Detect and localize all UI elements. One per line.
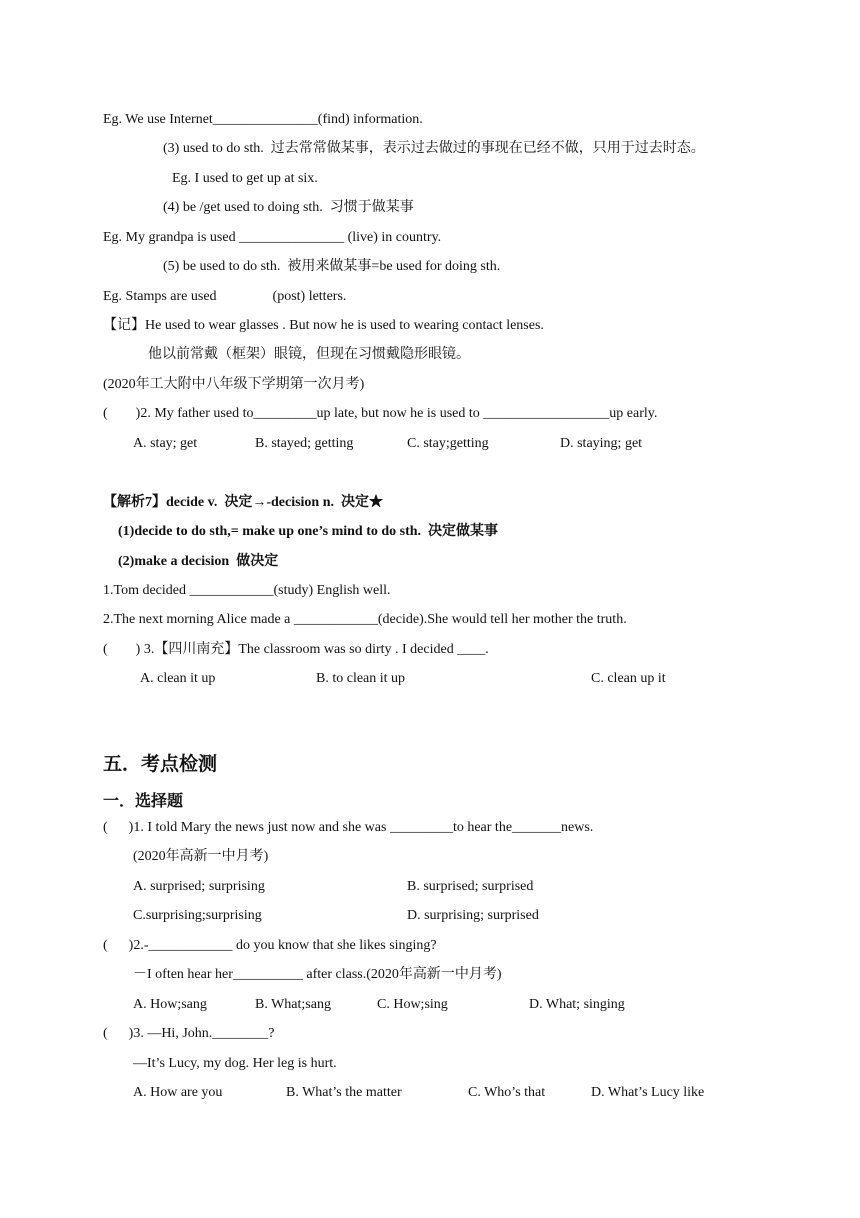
option: B. stayed; getting [255,436,354,451]
question-line: ( )2. My father used to_________up late, but now he is used to __________________up early. [103,406,658,421]
example-line: Eg. We use Internet_______________(find) information. [103,112,423,127]
option: A. stay; get [133,436,198,451]
question-line: —It’s Lucy, my dog. Her leg is hurt. [133,1056,337,1071]
question-line: ( )3. —Hi, John.________? [103,1026,275,1041]
analysis-point: (2)make a decision 做决定 [118,554,279,569]
source-note: (2020年工大附中八年级下学期第一次月考) [103,377,365,392]
option: B. What’s the matter [286,1085,402,1100]
memo-translation: 他以前常戴（框架）眼镜，但现在习惯戴隐形眼镜。 [148,347,470,362]
option: B. surprised; surprised [407,879,534,894]
example-line: Eg. I used to get up at six. [172,171,318,186]
option: D. What; singing [529,997,625,1012]
analysis-point: (1)decide to do sth,= make up one’s mind to do sth. 决定做某事 [118,524,499,539]
option: C. How;sing [377,997,448,1012]
example-line: Eg. Stamps are used (post) letters. [103,289,347,304]
option: A. How;sang [133,997,207,1012]
usage-line: (5) be used to do sth. 被用来做某事=be used for doing sth. [163,259,501,274]
section-heading: 五．考点检测 [103,754,218,775]
exercise-line: 1.Tom decided ____________(study) English well. [103,583,391,598]
option: C.surprising;surprising [133,908,262,923]
option: C. Who’s that [468,1085,546,1100]
source-note: (2020年高新一中月考) [133,849,269,864]
option: D. staying; get [560,436,643,451]
exercise-line: 2.The next morning Alice made a ____________(decide).She would tell her mother the truth. [103,612,627,627]
example-line: Eg. My grandpa is used _______________ (live) in country. [103,230,442,245]
subsection-heading: 一．选择题 [103,793,184,810]
question-line: ( )2.-____________ do you know that she likes singing? [103,938,437,953]
option: A. surprised; surprising [133,879,265,894]
memo-line: 【记】He used to wear glasses . But now he is used to wearing contact lenses. [103,318,544,333]
option: D. What’s Lucy like [591,1085,705,1100]
option: C. clean up it [591,671,666,686]
question-line: ( )1. I told Mary the news just now and she was _________to hear the_______news. [103,820,594,835]
usage-line: (4) be /get used to doing sth. 习惯于做某事 [163,200,414,215]
option: B. What;sang [255,997,331,1012]
analysis-title: 【解析7】decide v. 决定→-decision n. 决定★ [103,495,384,510]
option: A. How are you [133,1085,223,1100]
usage-line: (3) used to do sth. 过去常常做某事，表示过去做过的事现在已经不做，只用于过去时态。 [163,141,705,156]
option: A. clean it up [140,671,216,686]
question-line: －I often hear her__________ after class.(2020年高新一中月考) [133,967,502,982]
option: D. surprising; surprised [407,908,539,923]
option: C. stay;getting [407,436,489,451]
question-line: ( ) 3.【四川南充】The classroom was so dirty . I decided ____. [103,642,489,657]
option: B. to clean it up [316,671,406,686]
